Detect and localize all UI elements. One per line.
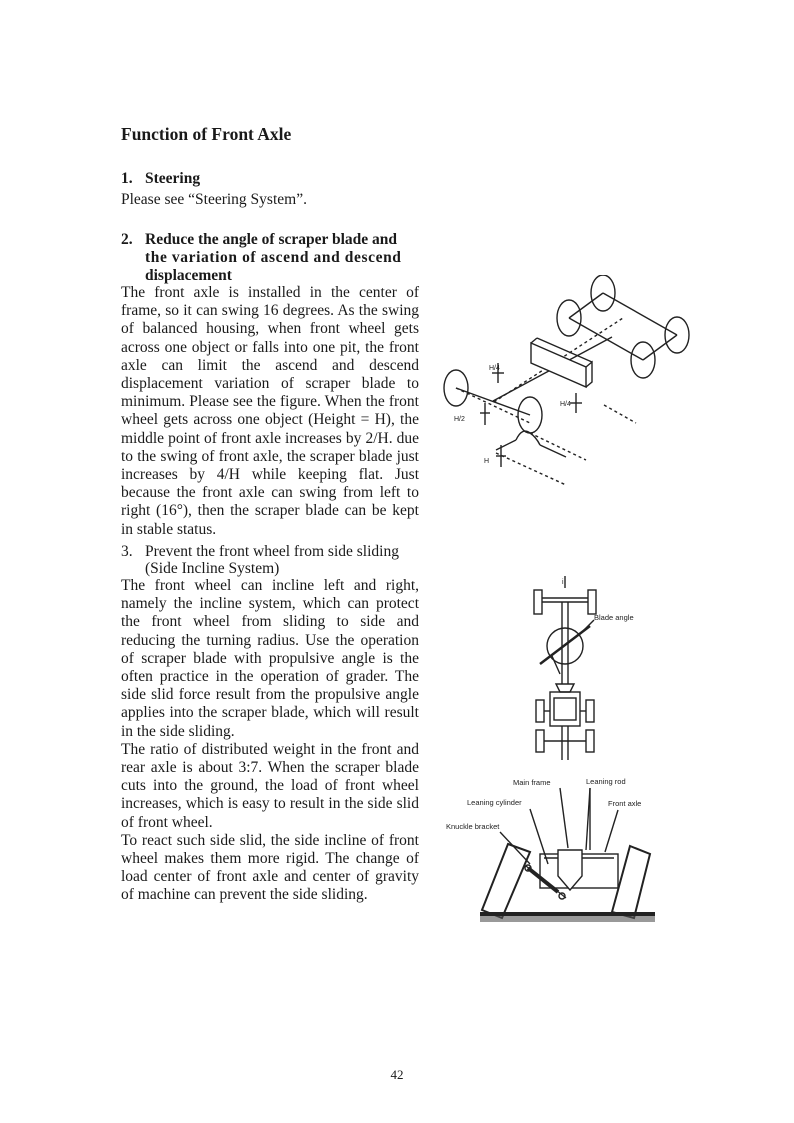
label-knuckle-bracket: Knuckle bracket [446, 822, 500, 831]
label-main-frame: Main frame [513, 778, 551, 787]
section3-paragraph2: The ratio of distributed weight in the front and rear axle is about 3:7. When the scraper blade cuts into the ground, the load of front wheel increases, which is easy to result in the side slid of front wheel. [121, 740, 419, 831]
top-mark: i [562, 579, 564, 586]
label-leaning-cylinder: Leaning cylinder [467, 798, 522, 807]
section3-paragraph3: To react such side slid, the side incline of front wheel makes them more rigid. The change of load center of front axle and center of gravity of machine can prevent the side sliding. [121, 831, 419, 904]
label-h2: H/2 [454, 416, 465, 423]
label-h: H [484, 458, 490, 465]
incline-system-figure [440, 772, 670, 932]
label-front-axle: Front axle [608, 799, 642, 808]
section3-heading-line2: (Side Incline System) [145, 560, 280, 577]
page-title: Function of Front Axle [121, 124, 292, 144]
section2-heading-line3: displacement [145, 267, 232, 284]
section3-paragraph1: The front wheel can incline left and right, namely the incline system, which can protect the front wheel from sliding to side and reducing the turning radius. Use the operation of scraper blade with propulsive angle is the often practice in the operation of grader. The side slid force result from the propulsive angle applies into the scraper blade, which will result in the side sliding. [121, 577, 419, 740]
section2-paragraph: The front axle is installed in the center of frame, so it can swing 16 degrees. As the swing of balanced housing, when front wheel gets across one object or falls into one pit, the front axle can limit the ascend and descend displacement variation of scraper blade to minimum. Please see the figure. When the front wheel gets across one object (Height = H), the middle point of front axle increases by 2/H. due to the swing of front axle, the scraper blade just increases by 4/H while keeping flat. Just because the front axle can swing from left to right (16°), then the scraper blade can be kept in stable status. [121, 284, 419, 538]
section3-number: 3. [121, 543, 133, 560]
section3-heading [121, 543, 399, 577]
section1-text: Please see “Steering System”. [121, 191, 307, 208]
section3-heading-line1: Prevent the front wheel from side sliding [145, 543, 399, 560]
section2-heading-line2: the variation of ascend and descend [145, 249, 402, 266]
page-number: 42 [390, 1067, 404, 1082]
section1-number: 1. [121, 170, 133, 187]
label-h4-right: H/4 [560, 401, 571, 408]
section3-body [121, 577, 419, 905]
section1-heading-text: Steering [145, 170, 201, 187]
label-h4-top: H/4 [489, 365, 500, 372]
label-leaning-rod: Leaning rod [586, 777, 626, 786]
section1-heading [121, 170, 200, 188]
section2-heading [121, 231, 421, 285]
label-blade-angle: Blade angle [594, 613, 634, 622]
axle-swing-figure [436, 275, 708, 485]
section2-number: 2. [121, 231, 133, 248]
blade-angle-figure [520, 574, 670, 769]
section2-heading-line1: Reduce the angle of scraper blade and [145, 231, 398, 248]
